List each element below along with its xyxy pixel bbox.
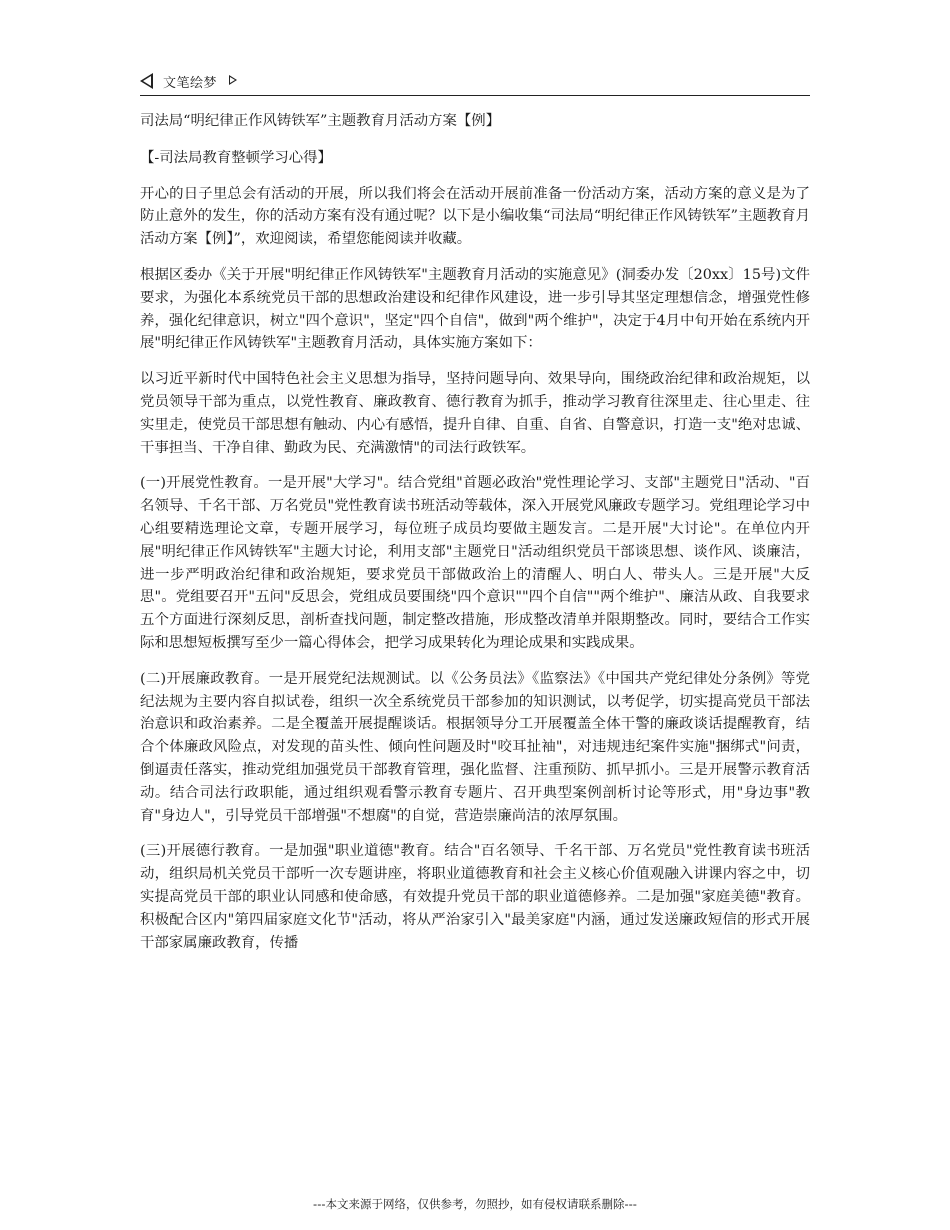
triangle-left-icon (140, 73, 153, 89)
paragraph-integrity-education: (二)开展廉政教育。一是开展党纪法规测试。以《公务员法》《监察法》《中国共产党纪律处分条例》等党纪法规为主要内容自拟试卷，组织一次全系统党员干部参加的知识测试，以考促学，切实提高党员干部法治意识和政治素养。二是全覆盖开展提醒谈话。根据领导分工开展覆盖全体干警的廉政谈话提醒教育，结合个体廉政风险点，对发现的苗头性、倾向性问题及时"咬耳扯袖"，对违规违纪案件实施"捆绑式"问责，倒逼责任落实，推动党组加强党员干部教育管理，强化监督、注重预防、抓早抓小。三是开展警示教育活动。结合司法行政职能，通过组织观看警示教育专题片、召开典型案例剖析讨论等形式，用"身边事"教育"身边人"，引导党员干部增强"不想腐"的自觉，营造崇廉尚洁的浓厚氛围。 (140, 670, 810, 824)
paragraph-basis: 根据区委办《关于开展"明纪律正作风铸铁军"主题教育月活动的实施意见》(洞委办发〔20xx〕15号)文件要求，为强化本系统党员干部的思想政治建设和纪律作风建设，进一步引导其坚定理想信念，增强党性修养，强化纪律意识，树立"四个意识"，坚定"四个自信"，做到"两个维护"，决定于4月中旬开始在系统内开展"明纪律正作风铸铁军"主题教育月活动，具体实施方案如下： (140, 266, 810, 352)
page-header (140, 70, 810, 94)
paragraph-intro: 开心的日子里总会有活动的开展，所以我们将会在活动开展前准备一份活动方案，活动方案的意义是为了防止意外的发生，你的活动方案有没有通过呢？以下是小编收集“司法局“明纪律正作风铸铁军”主题教育月活动方案【例】”，欢迎阅读，希望您能阅读并收藏。 (140, 185, 810, 248)
document-body (140, 110, 810, 967)
paragraph-guiding-thought: 以习近平新时代中国特色社会主义思想为指导，坚持问题导向、效果导向，围绕政治纪律和政治规矩，以党员领导干部为重点，以党性教育、廉政教育、德行教育为抓手，推动学习教育往深里走、往心里走、往实里走，使党员干部思想有触动、内心有感悟，提升自律、自重、自省、自警意识，打造一支"绝对忠诚、干事担当、干净自律、勤政为民、充满激情"的司法行政铁军。 (140, 371, 810, 456)
document-title: 司法局“明纪律正作风铸铁军”主题教育月活动方案【例】 (140, 113, 501, 129)
triangle-right-icon (229, 75, 237, 85)
header-divider (140, 95, 810, 96)
footer-notice: ---本文来源于网络，仅供参考，勿照抄，如有侵权请联系删除--- (313, 1197, 637, 1211)
brand-name: 文笔绘梦 (163, 76, 218, 91)
paragraph-virtue-education: (三)开展德行教育。一是加强"职业道德"教育。结合"百名领导、千名干部、万名党员"党性教育读书班活动，组织局机关党员干部听一次专题讲座，将职业道德教育和社会主义核心价值观融入讲课内容之中，切实提高党员干部的职业认同感和使命感，有效提升党员干部的职业道德修养。二是加强"家庭美德"教育。积极配合区内"第四届家庭文化节"活动，将从严治家引入"最美家庭"内涵，通过发送廉政短信的形式开展干部家属廉政教育，传播 (140, 843, 810, 951)
document-subtitle: 【-司法局教育整顿学习心得】 (140, 149, 332, 166)
paragraph-party-education: (一)开展党性教育。一是开展"大学习"。结合党组"首题必政治"党性理论学习、支部"主题党日"活动、"百名领导、千名干部、万名党员"党性教育读书班活动等载体，深入开展党风廉政专题学习。党组理论学习中心组要精选理论文章，专题开展学习，每位班子成员均要做主题发言。二是开展"大讨论"。在单位内开展"明纪律正作风铸铁军"主题大讨论，利用支部"主题党日"活动组织党员干部谈思想、谈作风、谈廉洁，进一步严明政治纪律和政治规矩，要求党员干部做政治上的清醒人、明白人、带头人。三是开展"大反思"。党组要召开"五问"反思会，党组成员要围绕"四个意识""四个自信""两个维护"、廉洁从政、自我要求五个方面进行深刻反思，剖析查找问题，制定整改措施，形成整改清单并限期整改。同时，要结合工作实际和思想短板撰写至少一篇心得体会，把学习成果转化为理论成果和实践成果。 (140, 475, 810, 651)
